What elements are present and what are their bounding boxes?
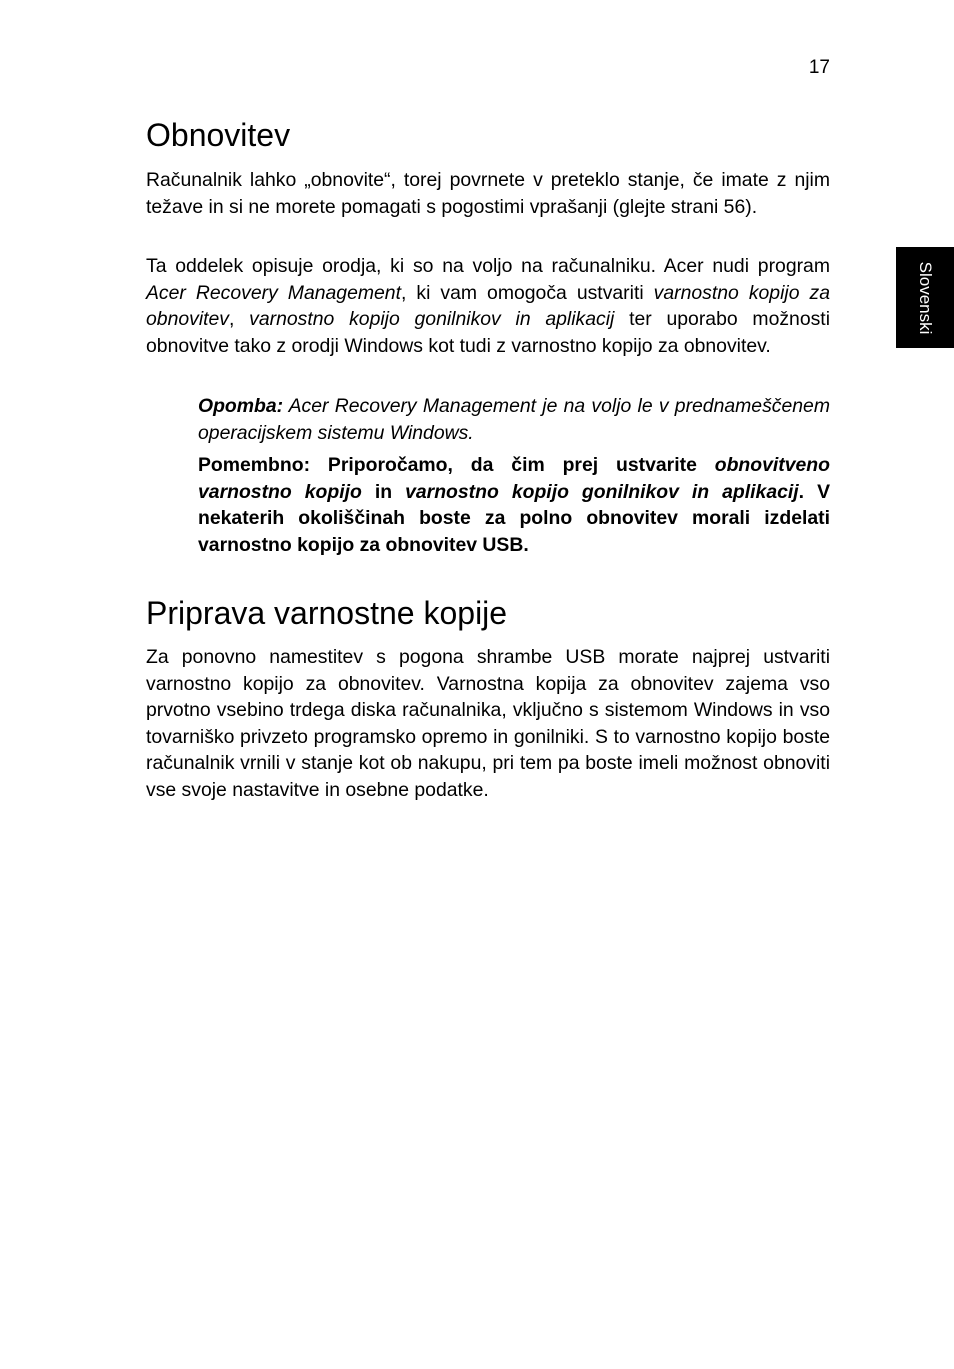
language-tab-label: Slovenski [916,261,935,334]
tools-text-4: ter uporabo možnosti obnovitve tako z orodji Windows kot tudi z varnostno kopijo za obnovitev. [146,308,831,357]
tools-text-3: , [229,308,250,330]
page-number: 17 [808,57,830,78]
important-text-2: in [361,480,406,503]
drivers-backup-term: varnostno kopijo gonilnikov in aplikacij [249,308,615,330]
note-text: Acer Recovery Management je na voljo le v prednameščenem operacijskem sistemu Windows. [198,395,830,444]
important-term-2: varnostno kopijo gonilnikov in aplikacij [405,480,799,503]
important-text-1: Pomembno: Priporočamo, da čim prej ustvarite [198,454,715,476]
section-title-obnovitev: Obnovitev [146,117,291,153]
important-block [198,452,830,558]
intro-paragraph: Računalnik lahko „obnovite“, torej povrnete v preteklo stanje, če imate z njim težave in si ne morete pomagati s pogostimi vprašanji (glejte strani 56). [146,169,830,218]
tools-text-2: , ki vam omogoča ustvariti [400,281,654,304]
important-term-1: obnovitveno varnostno kopijo [198,454,830,503]
important-paragraph [198,452,830,558]
note-paragraph [198,393,830,446]
backup-paragraph: Za ponovno namestitev s pogona shrambe USB morate najprej ustvariti varnostno kopijo za obnovitev. Varnostna kopija za obnovitev zajema vso prvotno vsebino trdega diska računalnika, vključno s sistemom Windows in vso tovarniško privzeto programsko opremo in gonilniki. S to varnostno kopijo boste računalnik vrnili v stanje kot ob nakupu, pri tem pa boste imeli možnost obnoviti vse svoje nastavitve in osebne podatke. [146,646,830,801]
section-title-priprava: Priprava varnostne kopije [146,595,508,631]
tools-text-1: Ta oddelek opisuje orodja, ki so na voljo na računalniku. Acer nudi program [146,255,830,277]
note-block [198,393,830,446]
program-name: Acer Recovery Management [146,281,401,304]
recovery-backup-term: varnostno kopijo za obnovitev [146,281,830,330]
language-tab [896,247,954,348]
important-text-3: . V nekaterih okoliščinah boste za polno obnovitev morali izdelati varnostno kopijo za obnovitev USB. [198,480,830,556]
note-label: Opomba: [198,395,284,417]
tools-paragraph [146,253,830,359]
